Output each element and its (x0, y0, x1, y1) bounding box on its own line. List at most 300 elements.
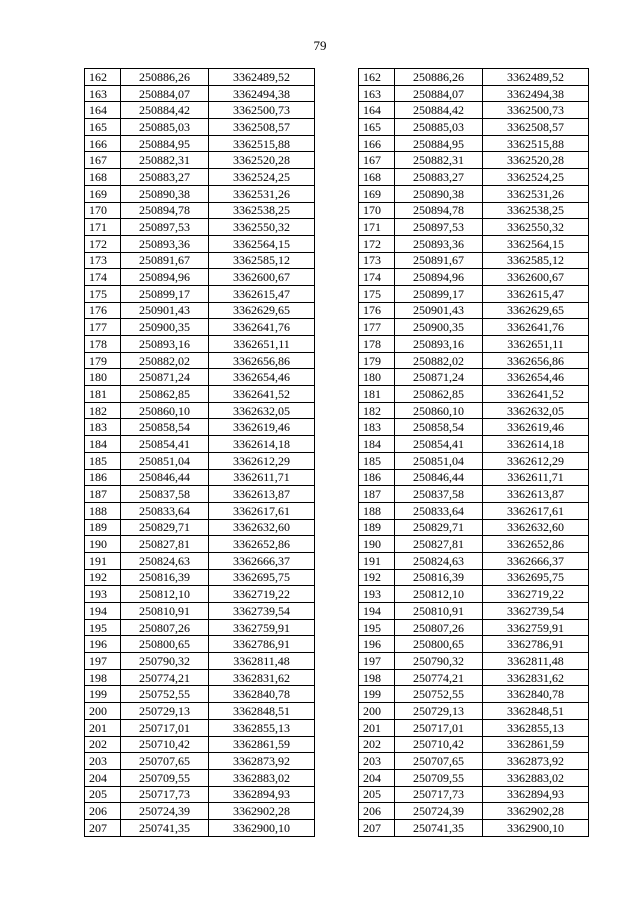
y-coordinate-cell: 3362652,86 (209, 536, 315, 553)
x-coordinate-cell: 250709,55 (395, 769, 483, 786)
x-coordinate-cell: 250883,27 (121, 169, 209, 186)
point-number-cell: 187 (359, 486, 395, 503)
point-number-cell: 167 (85, 152, 121, 169)
x-coordinate-cell: 250710,42 (121, 736, 209, 753)
table-row (359, 769, 589, 786)
point-number-cell: 176 (359, 302, 395, 319)
x-coordinate-cell: 250724,39 (121, 803, 209, 820)
x-coordinate-cell: 250800,65 (395, 636, 483, 653)
y-coordinate-cell: 3362617,61 (483, 502, 589, 519)
table-row (85, 619, 315, 636)
x-coordinate-cell: 250893,36 (395, 235, 483, 252)
table-row (85, 703, 315, 720)
point-number-cell: 180 (85, 369, 121, 386)
y-coordinate-cell: 3362520,28 (209, 152, 315, 169)
x-coordinate-cell: 250886,26 (121, 69, 209, 86)
y-coordinate-cell: 3362900,10 (209, 819, 315, 836)
x-coordinate-cell: 250891,67 (395, 252, 483, 269)
table-row (359, 185, 589, 202)
point-number-cell: 165 (359, 119, 395, 136)
y-coordinate-cell: 3362759,91 (209, 619, 315, 636)
table-row (359, 336, 589, 353)
y-coordinate-cell: 3362719,22 (483, 586, 589, 603)
point-number-cell: 204 (359, 769, 395, 786)
table-row (85, 69, 315, 86)
y-coordinate-cell: 3362861,59 (209, 736, 315, 753)
y-coordinate-cell: 3362654,46 (483, 369, 589, 386)
point-number-cell: 164 (85, 102, 121, 119)
x-coordinate-cell: 250894,96 (121, 269, 209, 286)
y-coordinate-cell: 3362585,12 (209, 252, 315, 269)
y-coordinate-cell: 3362641,52 (209, 386, 315, 403)
y-coordinate-cell: 3362840,78 (209, 686, 315, 703)
x-coordinate-cell: 250894,78 (395, 202, 483, 219)
table-row (85, 252, 315, 269)
x-coordinate-cell: 250851,04 (395, 452, 483, 469)
point-number-cell: 169 (359, 185, 395, 202)
point-number-cell: 195 (85, 619, 121, 636)
y-coordinate-cell: 3362613,87 (209, 486, 315, 503)
point-number-cell: 166 (359, 135, 395, 152)
point-number-cell: 202 (85, 736, 121, 753)
table-row (85, 119, 315, 136)
table-row (359, 352, 589, 369)
x-coordinate-cell: 250862,85 (395, 386, 483, 403)
table-row (85, 536, 315, 553)
table-row (85, 569, 315, 586)
x-coordinate-cell: 250829,71 (395, 519, 483, 536)
table-row (359, 436, 589, 453)
point-number-cell: 177 (359, 319, 395, 336)
y-coordinate-cell: 3362652,86 (483, 536, 589, 553)
point-number-cell: 188 (85, 502, 121, 519)
y-coordinate-cell: 3362641,76 (209, 319, 315, 336)
y-coordinate-cell: 3362524,25 (209, 169, 315, 186)
point-number-cell: 196 (85, 636, 121, 653)
x-coordinate-cell: 250717,01 (121, 719, 209, 736)
table-row (85, 152, 315, 169)
table-row (85, 235, 315, 252)
y-coordinate-cell: 3362656,86 (483, 352, 589, 369)
coordinates-table-left (84, 68, 315, 837)
table-row (359, 102, 589, 119)
point-number-cell: 173 (359, 252, 395, 269)
point-number-cell: 176 (85, 302, 121, 319)
x-coordinate-cell: 250829,71 (121, 519, 209, 536)
table-row (85, 719, 315, 736)
point-number-cell: 174 (85, 269, 121, 286)
table-row (359, 669, 589, 686)
point-number-cell: 198 (85, 669, 121, 686)
point-number-cell: 178 (359, 336, 395, 353)
table-row (85, 185, 315, 202)
coordinates-table-right (358, 68, 589, 837)
point-number-cell: 163 (85, 85, 121, 102)
x-coordinate-cell: 250893,16 (395, 336, 483, 353)
x-coordinate-cell: 250894,78 (121, 202, 209, 219)
x-coordinate-cell: 250882,02 (395, 352, 483, 369)
table-row (85, 336, 315, 353)
table-row (359, 302, 589, 319)
table-row (85, 369, 315, 386)
point-number-cell: 185 (85, 452, 121, 469)
x-coordinate-cell: 250899,17 (121, 285, 209, 302)
y-coordinate-cell: 3362629,65 (209, 302, 315, 319)
point-number-cell: 201 (85, 719, 121, 736)
table-row (85, 169, 315, 186)
point-number-cell: 168 (359, 169, 395, 186)
y-coordinate-cell: 3362786,91 (483, 636, 589, 653)
point-number-cell: 165 (85, 119, 121, 136)
x-coordinate-cell: 250858,54 (121, 419, 209, 436)
point-number-cell: 175 (359, 285, 395, 302)
point-number-cell: 170 (85, 202, 121, 219)
y-coordinate-cell: 3362508,57 (209, 119, 315, 136)
point-number-cell: 190 (85, 536, 121, 553)
x-coordinate-cell: 250774,21 (395, 669, 483, 686)
x-coordinate-cell: 250824,63 (121, 552, 209, 569)
point-number-cell: 193 (85, 586, 121, 603)
y-coordinate-cell: 3362811,48 (209, 653, 315, 670)
point-number-cell: 182 (359, 402, 395, 419)
table-row (359, 85, 589, 102)
table-row (359, 469, 589, 486)
y-coordinate-cell: 3362656,86 (209, 352, 315, 369)
point-number-cell: 179 (359, 352, 395, 369)
table-row (85, 786, 315, 803)
x-coordinate-cell: 250893,36 (121, 235, 209, 252)
y-coordinate-cell: 3362873,92 (209, 753, 315, 770)
point-number-cell: 174 (359, 269, 395, 286)
point-number-cell: 199 (85, 686, 121, 703)
point-number-cell: 175 (85, 285, 121, 302)
table-row (85, 736, 315, 753)
table-row (359, 753, 589, 770)
point-number-cell: 186 (85, 469, 121, 486)
y-coordinate-cell: 3362632,05 (209, 402, 315, 419)
x-coordinate-cell: 250884,07 (395, 85, 483, 102)
y-coordinate-cell: 3362538,25 (209, 202, 315, 219)
y-coordinate-cell: 3362861,59 (483, 736, 589, 753)
point-number-cell: 194 (85, 603, 121, 620)
y-coordinate-cell: 3362632,60 (483, 519, 589, 536)
y-coordinate-cell: 3362538,25 (483, 202, 589, 219)
y-coordinate-cell: 3362550,32 (483, 219, 589, 236)
table-row (85, 419, 315, 436)
y-coordinate-cell: 3362611,71 (209, 469, 315, 486)
x-coordinate-cell: 250900,35 (121, 319, 209, 336)
table-row (85, 402, 315, 419)
point-number-cell: 184 (85, 436, 121, 453)
x-coordinate-cell: 250807,26 (121, 619, 209, 636)
table-row (85, 636, 315, 653)
point-number-cell: 200 (359, 703, 395, 720)
y-coordinate-cell: 3362500,73 (483, 102, 589, 119)
y-coordinate-cell: 3362759,91 (483, 619, 589, 636)
point-number-cell: 190 (359, 536, 395, 553)
table-row (359, 586, 589, 603)
table-row (85, 135, 315, 152)
point-number-cell: 197 (359, 653, 395, 670)
x-coordinate-cell: 250729,13 (395, 703, 483, 720)
y-coordinate-cell: 3362831,62 (483, 669, 589, 686)
x-coordinate-cell: 250774,21 (121, 669, 209, 686)
x-coordinate-cell: 250854,41 (121, 436, 209, 453)
table-row (359, 386, 589, 403)
x-coordinate-cell: 250900,35 (395, 319, 483, 336)
table-row (85, 586, 315, 603)
y-coordinate-cell: 3362494,38 (209, 85, 315, 102)
table-row (359, 135, 589, 152)
x-coordinate-cell: 250884,95 (121, 135, 209, 152)
point-number-cell: 186 (359, 469, 395, 486)
y-coordinate-cell: 3362873,92 (483, 753, 589, 770)
y-coordinate-cell: 3362619,46 (483, 419, 589, 436)
x-coordinate-cell: 250752,55 (121, 686, 209, 703)
y-coordinate-cell: 3362550,32 (209, 219, 315, 236)
point-number-cell: 189 (85, 519, 121, 536)
x-coordinate-cell: 250800,65 (121, 636, 209, 653)
y-coordinate-cell: 3362531,26 (483, 185, 589, 202)
x-coordinate-cell: 250752,55 (395, 686, 483, 703)
point-number-cell: 162 (359, 69, 395, 86)
point-number-cell: 195 (359, 619, 395, 636)
point-number-cell: 204 (85, 769, 121, 786)
x-coordinate-cell: 250894,96 (395, 269, 483, 286)
table-row (359, 803, 589, 820)
x-coordinate-cell: 250707,65 (395, 753, 483, 770)
x-coordinate-cell: 250884,42 (395, 102, 483, 119)
table-row (359, 519, 589, 536)
table-row (359, 152, 589, 169)
x-coordinate-cell: 250824,63 (395, 552, 483, 569)
y-coordinate-cell: 3362494,38 (483, 85, 589, 102)
x-coordinate-cell: 250871,24 (121, 369, 209, 386)
table-row (359, 452, 589, 469)
point-number-cell: 200 (85, 703, 121, 720)
table-row (359, 653, 589, 670)
point-number-cell: 183 (359, 419, 395, 436)
y-coordinate-cell: 3362524,25 (483, 169, 589, 186)
y-coordinate-cell: 3362489,52 (209, 69, 315, 86)
table-row (359, 536, 589, 553)
point-number-cell: 170 (359, 202, 395, 219)
y-coordinate-cell: 3362585,12 (483, 252, 589, 269)
point-number-cell: 206 (85, 803, 121, 820)
table-row (359, 402, 589, 419)
table-row (359, 636, 589, 653)
table-row (359, 419, 589, 436)
x-coordinate-cell: 250833,64 (395, 502, 483, 519)
x-coordinate-cell: 250812,10 (121, 586, 209, 603)
y-coordinate-cell: 3362831,62 (209, 669, 315, 686)
point-number-cell: 193 (359, 586, 395, 603)
y-coordinate-cell: 3362615,47 (209, 285, 315, 302)
x-coordinate-cell: 250886,26 (395, 69, 483, 86)
point-number-cell: 178 (85, 336, 121, 353)
y-coordinate-cell: 3362632,60 (209, 519, 315, 536)
table-row (359, 786, 589, 803)
table-row (85, 603, 315, 620)
table-row (359, 202, 589, 219)
x-coordinate-cell: 250717,73 (121, 786, 209, 803)
y-coordinate-cell: 3362666,37 (483, 552, 589, 569)
table-row (359, 603, 589, 620)
y-coordinate-cell: 3362900,10 (483, 819, 589, 836)
table-row (85, 352, 315, 369)
x-coordinate-cell: 250890,38 (121, 185, 209, 202)
y-coordinate-cell: 3362855,13 (209, 719, 315, 736)
table-row (359, 252, 589, 269)
table-row (85, 219, 315, 236)
y-coordinate-cell: 3362612,29 (483, 452, 589, 469)
y-coordinate-cell: 3362811,48 (483, 653, 589, 670)
y-coordinate-cell: 3362600,67 (209, 269, 315, 286)
point-number-cell: 202 (359, 736, 395, 753)
x-coordinate-cell: 250717,73 (395, 786, 483, 803)
x-coordinate-cell: 250899,17 (395, 285, 483, 302)
y-coordinate-cell: 3362651,11 (483, 336, 589, 353)
point-number-cell: 198 (359, 669, 395, 686)
y-coordinate-cell: 3362902,28 (209, 803, 315, 820)
point-number-cell: 206 (359, 803, 395, 820)
x-coordinate-cell: 250860,10 (121, 402, 209, 419)
y-coordinate-cell: 3362786,91 (209, 636, 315, 653)
table-row (359, 285, 589, 302)
y-coordinate-cell: 3362611,71 (483, 469, 589, 486)
point-number-cell: 203 (359, 753, 395, 770)
point-number-cell: 207 (85, 819, 121, 836)
table-row (85, 669, 315, 686)
table-row (359, 569, 589, 586)
table-row (85, 519, 315, 536)
y-coordinate-cell: 3362489,52 (483, 69, 589, 86)
table-row (85, 469, 315, 486)
y-coordinate-cell: 3362531,26 (209, 185, 315, 202)
x-coordinate-cell: 250816,39 (121, 569, 209, 586)
point-number-cell: 201 (359, 719, 395, 736)
point-number-cell: 203 (85, 753, 121, 770)
y-coordinate-cell: 3362719,22 (209, 586, 315, 603)
point-number-cell: 205 (359, 786, 395, 803)
x-coordinate-cell: 250897,53 (121, 219, 209, 236)
table-row (85, 102, 315, 119)
y-coordinate-cell: 3362902,28 (483, 803, 589, 820)
table-row (359, 235, 589, 252)
point-number-cell: 185 (359, 452, 395, 469)
point-number-cell: 199 (359, 686, 395, 703)
y-coordinate-cell: 3362666,37 (209, 552, 315, 569)
x-coordinate-cell: 250724,39 (395, 803, 483, 820)
y-coordinate-cell: 3362883,02 (483, 769, 589, 786)
x-coordinate-cell: 250707,65 (121, 753, 209, 770)
point-number-cell: 168 (85, 169, 121, 186)
x-coordinate-cell: 250837,58 (395, 486, 483, 503)
table-row (359, 719, 589, 736)
table-row (85, 552, 315, 569)
x-coordinate-cell: 250846,44 (395, 469, 483, 486)
y-coordinate-cell: 3362695,75 (483, 569, 589, 586)
table-row (85, 502, 315, 519)
y-coordinate-cell: 3362613,87 (483, 486, 589, 503)
table-row (359, 502, 589, 519)
x-coordinate-cell: 250885,03 (121, 119, 209, 136)
table-left-body (85, 69, 315, 837)
point-number-cell: 205 (85, 786, 121, 803)
table-row (359, 219, 589, 236)
table-row (85, 753, 315, 770)
table-row (85, 319, 315, 336)
x-coordinate-cell: 250827,81 (395, 536, 483, 553)
table-row (359, 703, 589, 720)
point-number-cell: 179 (85, 352, 121, 369)
x-coordinate-cell: 250860,10 (395, 402, 483, 419)
table-row (85, 269, 315, 286)
x-coordinate-cell: 250710,42 (395, 736, 483, 753)
x-coordinate-cell: 250833,64 (121, 502, 209, 519)
point-number-cell: 187 (85, 486, 121, 503)
y-coordinate-cell: 3362619,46 (209, 419, 315, 436)
x-coordinate-cell: 250717,01 (395, 719, 483, 736)
x-coordinate-cell: 250851,04 (121, 452, 209, 469)
x-coordinate-cell: 250883,27 (395, 169, 483, 186)
x-coordinate-cell: 250741,35 (395, 819, 483, 836)
y-coordinate-cell: 3362894,93 (483, 786, 589, 803)
table-row (85, 769, 315, 786)
x-coordinate-cell: 250810,91 (121, 603, 209, 620)
table-row (359, 619, 589, 636)
point-number-cell: 184 (359, 436, 395, 453)
y-coordinate-cell: 3362600,67 (483, 269, 589, 286)
x-coordinate-cell: 250882,31 (121, 152, 209, 169)
point-number-cell: 177 (85, 319, 121, 336)
x-coordinate-cell: 250837,58 (121, 486, 209, 503)
x-coordinate-cell: 250858,54 (395, 419, 483, 436)
x-coordinate-cell: 250741,35 (121, 819, 209, 836)
x-coordinate-cell: 250885,03 (395, 119, 483, 136)
point-number-cell: 172 (85, 235, 121, 252)
point-number-cell: 192 (359, 569, 395, 586)
y-coordinate-cell: 3362641,76 (483, 319, 589, 336)
x-coordinate-cell: 250882,02 (121, 352, 209, 369)
y-coordinate-cell: 3362629,65 (483, 302, 589, 319)
x-coordinate-cell: 250893,16 (121, 336, 209, 353)
x-coordinate-cell: 250729,13 (121, 703, 209, 720)
point-number-cell: 167 (359, 152, 395, 169)
y-coordinate-cell: 3362651,11 (209, 336, 315, 353)
table-row (85, 486, 315, 503)
y-coordinate-cell: 3362848,51 (483, 703, 589, 720)
point-number-cell: 180 (359, 369, 395, 386)
point-number-cell: 172 (359, 235, 395, 252)
y-coordinate-cell: 3362614,18 (209, 436, 315, 453)
x-coordinate-cell: 250854,41 (395, 436, 483, 453)
table-row (85, 653, 315, 670)
point-number-cell: 182 (85, 402, 121, 419)
point-number-cell: 171 (85, 219, 121, 236)
point-number-cell: 194 (359, 603, 395, 620)
y-coordinate-cell: 3362641,52 (483, 386, 589, 403)
table-row (359, 169, 589, 186)
table-row (359, 269, 589, 286)
point-number-cell: 162 (85, 69, 121, 86)
y-coordinate-cell: 3362515,88 (209, 135, 315, 152)
point-number-cell: 189 (359, 519, 395, 536)
x-coordinate-cell: 250790,32 (395, 653, 483, 670)
y-coordinate-cell: 3362614,18 (483, 436, 589, 453)
point-number-cell: 171 (359, 219, 395, 236)
table-row (85, 85, 315, 102)
